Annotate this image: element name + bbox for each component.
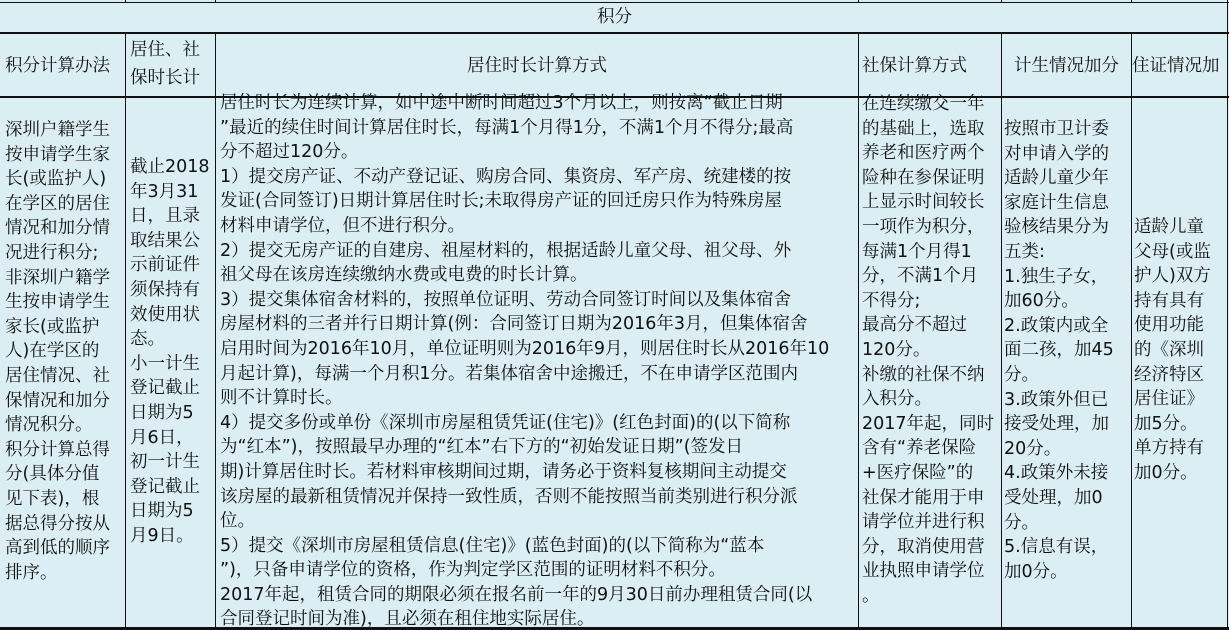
cell-text-line: 该房屋的最新租赁情况并保持一致性质，否则不能按照当前类别进行积分派 — [220, 486, 798, 507]
cell-text-line: 按照市卫计委 — [1004, 119, 1109, 139]
cell-text-line: 。 — [862, 585, 880, 606]
cell-text-line: 加5分。 — [1134, 413, 1198, 434]
cell-text-line: 登记截止 — [130, 476, 200, 497]
cell-text-line: 4）提交多份或单份《深圳市房屋租赁凭证(住宅)》(红色封面)的(以下简称 — [220, 412, 791, 433]
cell-text-line: 日期为5 — [130, 402, 194, 423]
cell-text-line: 的《深圳 — [1134, 339, 1204, 360]
cell-text-line: 1）提交房产证、不动产登记证、购房合同、集资房、军产房、统建楼的按 — [220, 166, 792, 187]
divider — [1131, 0, 1132, 3]
cell-text-line: 每满1个月得1 — [862, 241, 972, 262]
cell-text-line: 请学位并进行积 — [862, 512, 985, 533]
cell-text-line: 最高分不超过 — [862, 315, 967, 336]
header-residence-permit[interactable]: 住证情况加 — [1132, 55, 1220, 76]
cell-text-line: 加60分。 — [1004, 291, 1079, 312]
cell-text-line: 5.信息有误， — [1004, 537, 1109, 558]
cell-social-security[interactable] — [862, 92, 1000, 608]
cell-text-line: 月6日， — [130, 427, 194, 448]
cell-text-line: 五类: — [1004, 241, 1045, 262]
cell-text-line: 初一计生 — [130, 452, 200, 473]
cell-text-line: ”最近的续住时间计算居住时长，每满1个月得1分，不满1个月不得分;最高 — [220, 117, 794, 138]
cell-residence-permit[interactable] — [1134, 215, 1226, 486]
cell-text-line: 的基础上，选取 — [862, 118, 985, 139]
cell-text-line: 月起计算)，每满一个月积1分。若集体宿舍中途搬迁，不在申请学区范围内 — [220, 363, 798, 384]
cell-text-line: 补缴的社保不纳 — [862, 364, 985, 385]
cell-text-line: 在连续缴交一年 — [862, 94, 985, 114]
header-duration-basis-line: 保时长计 — [130, 68, 200, 88]
divider — [215, 33, 216, 630]
header-duration-basis[interactable] — [130, 32, 214, 96]
cell-text-line: 4.政策外未接 — [1004, 463, 1109, 484]
cell-text-line: 深圳户籍学生 — [5, 120, 110, 140]
divider — [125, 33, 126, 630]
divider — [1227, 0, 1228, 630]
cell-text-line: 持有具有 — [1134, 290, 1204, 311]
cell-text-line: 20分。 — [1004, 438, 1062, 459]
header-family-planning[interactable]: 计生情况加分 — [1014, 55, 1119, 76]
cell-text-line: 父母(或监 — [1134, 241, 1211, 262]
cell-text-line: 非深圳户籍学 — [5, 267, 110, 288]
cell-text-line: 3）提交集体宿舍材料的，按照单位证明、劳动合同签订时间以及集体宿舍 — [220, 289, 792, 310]
cell-text-line: 积分计算总得 — [5, 439, 110, 460]
cell-text-line: 2017年起，租赁合同的期限必须在报名前一年的9月30日前办理租赁合同(以 — [220, 584, 813, 605]
cell-residence[interactable] — [220, 82, 857, 630]
cell-text-line: 2.政策内或全 — [1004, 315, 1109, 336]
cell-text-line: 居住时长为连续计算，如中途中断时间超过3个月以上，则按离“截止日期 — [220, 93, 783, 113]
cell-method[interactable] — [5, 118, 124, 585]
cell-text-line: 居住情况、社 — [5, 365, 110, 386]
cell-text-line: 面二孩，加45 — [1004, 340, 1114, 361]
cell-text-line: 期)计算居住时长。若材料审核期间过期，请务必于资料复核期间主动提交 — [220, 461, 787, 482]
cell-text-line: 护人)双方 — [1134, 266, 1211, 287]
cell-text-line: 示前证件 — [130, 255, 200, 276]
cell-text-line: 分，不满1个月 — [862, 266, 979, 287]
cell-family-planning[interactable] — [1004, 117, 1130, 584]
cell-text-line: 年3月31 — [130, 181, 199, 202]
cell-text-line: 加0分。 — [1004, 561, 1068, 582]
cell-text-line: 位。 — [220, 511, 255, 532]
cell-text-line: 2017年起，同时 — [862, 413, 995, 434]
cell-text-line: 日期为5 — [130, 501, 194, 522]
header-residence[interactable]: 居住时长计算方式 — [467, 55, 607, 76]
cell-text-line: 小一计生 — [130, 353, 200, 374]
cell-text-line: 须保持有 — [130, 279, 200, 300]
divider — [1001, 33, 1002, 630]
cell-text-line: +医疗保险”的 — [862, 462, 974, 483]
divider — [215, 0, 216, 3]
cell-text-line: 在学区的居住 — [5, 193, 110, 214]
cell-text-line: 况进行积分; — [5, 242, 99, 263]
divider — [1001, 0, 1002, 3]
cell-text-line: 见下表)，根 — [5, 488, 100, 509]
cell-text-line: 长(或监护人) — [5, 169, 107, 190]
cell-text-line: 情况和加分情 — [5, 218, 110, 239]
cell-duration-basis[interactable] — [130, 155, 214, 549]
cell-text-line: 家长(或监护 — [5, 316, 100, 337]
cell-text-line: 对申请入学的 — [1004, 143, 1109, 164]
cell-text-line: 启用时间为2016年10月，单位证明则为2016年9月，则居住时长从2016年10 — [220, 338, 830, 359]
cell-text-line: 取结果公 — [130, 230, 200, 251]
cell-text-line: 不得分; — [862, 290, 921, 311]
divider — [125, 0, 126, 3]
cell-text-line: 分。 — [1004, 512, 1039, 533]
table-title: 积分 — [597, 7, 632, 27]
cell-text-line: 经济特区 — [1134, 364, 1204, 385]
cell-text-line: 养老和医疗两个 — [862, 143, 985, 164]
cell-text-line: 合同登记时间为准)，且必须在租住地实际居住。 — [220, 609, 595, 630]
cell-text-line: 单方持有 — [1134, 438, 1204, 459]
header-social-security[interactable]: 社保计算方式 — [862, 55, 967, 76]
cell-text-line: 材料申请学位，但不进行积分。 — [220, 215, 465, 236]
cell-text-line: 据总得分按从 — [5, 513, 110, 534]
cell-text-line: 居住证》 — [1134, 389, 1204, 410]
cell-text-line: ”)，只备申请学位的资格，作为判定学区范围的证明材料不积分。 — [220, 560, 726, 581]
divider — [858, 33, 859, 630]
cell-text-line: 上显示时间较长 — [862, 192, 985, 213]
cell-text-line: 1.独生子女， — [1004, 266, 1109, 287]
cell-text-line: 分，取消使用营 — [862, 536, 985, 557]
cell-text-line: 情况积分。 — [5, 415, 93, 436]
cell-text-line: 120分。 — [862, 339, 931, 360]
cell-text-line: 态。 — [130, 329, 165, 350]
cell-text-line: 分。 — [1004, 364, 1039, 385]
cell-text-line: 使用功能 — [1134, 315, 1204, 336]
cell-text-line: 按申请学生家 — [5, 144, 110, 165]
cell-text-line: 含有“养老保险 — [862, 438, 977, 459]
cell-text-line: 适龄儿童 — [1134, 217, 1204, 237]
cell-text-line: 保情况和加分 — [5, 390, 110, 411]
cell-text-line: 为“红本”)，按照最早办理的“红本”右下方的“初始发证日期”(签发日 — [220, 437, 744, 458]
cell-text-line: 高到低的顺序 — [5, 538, 110, 559]
cell-text-line: 适龄儿童少年 — [1004, 168, 1109, 189]
cell-text-line: 分(具体分值 — [5, 464, 100, 485]
cell-text-line: 祖父母在该房连续缴纳水费或电费的时长计算。 — [220, 265, 588, 286]
cell-text-line: 验核结果分为 — [1004, 217, 1109, 238]
divider — [1131, 33, 1132, 630]
divider — [858, 0, 859, 3]
cell-text-line: 效使用状 — [130, 304, 200, 325]
cell-text-line: 登记截止 — [130, 378, 200, 399]
cell-text-line: 受处理，加0 — [1004, 487, 1103, 508]
header-duration-basis-line: 居住、社 — [130, 40, 200, 60]
cell-text-line: 生按申请学生 — [5, 292, 110, 313]
cell-text-line: 日，且录 — [130, 206, 200, 227]
cell-text-line: 加0分。 — [1134, 462, 1198, 483]
cell-text-line: 接受处理，加 — [1004, 414, 1109, 435]
cell-text-line: 险种在参保证明 — [862, 167, 985, 188]
cell-text-line: 入积分。 — [862, 389, 932, 410]
header-method[interactable]: 积分计算办法 — [5, 55, 110, 76]
cell-text-line: 排序。 — [5, 562, 58, 583]
cell-text-line: 业执照申请学位 — [862, 561, 985, 582]
cell-text-line: 5）提交《深圳市房屋租赁信息(住宅)》(蓝色封面)的(以下简称为“蓝本 — [220, 535, 765, 556]
cell-text-line: 则不计算时长。 — [220, 388, 343, 409]
cell-text-line: 社保才能用于申 — [862, 487, 985, 508]
cell-text-line: 截止2018 — [130, 157, 210, 177]
cell-text-line: 发证(合同签订)日期计算居住时长;未取得房产证的回迁房只作为特殊房屋 — [220, 191, 783, 212]
cell-text-line: 2）提交无房产证的自建房、祖屋材料的，根据适龄儿童父母、祖父母、外 — [220, 240, 792, 261]
cell-text-line: 一项作为积分， — [862, 216, 985, 237]
cell-text-line: 月9日。 — [130, 525, 194, 546]
cell-text-line: 3.政策外但已 — [1004, 389, 1109, 410]
cell-text-line: 人)在学区的 — [5, 341, 100, 362]
cell-text-line: 房屋材料的三者并行日期计算(例：合同签订日期为2016年3月，但集体宿舍 — [220, 314, 808, 335]
cell-text-line: 分不超过120分。 — [220, 142, 359, 163]
cell-text-line: 家庭计生信息 — [1004, 192, 1109, 213]
